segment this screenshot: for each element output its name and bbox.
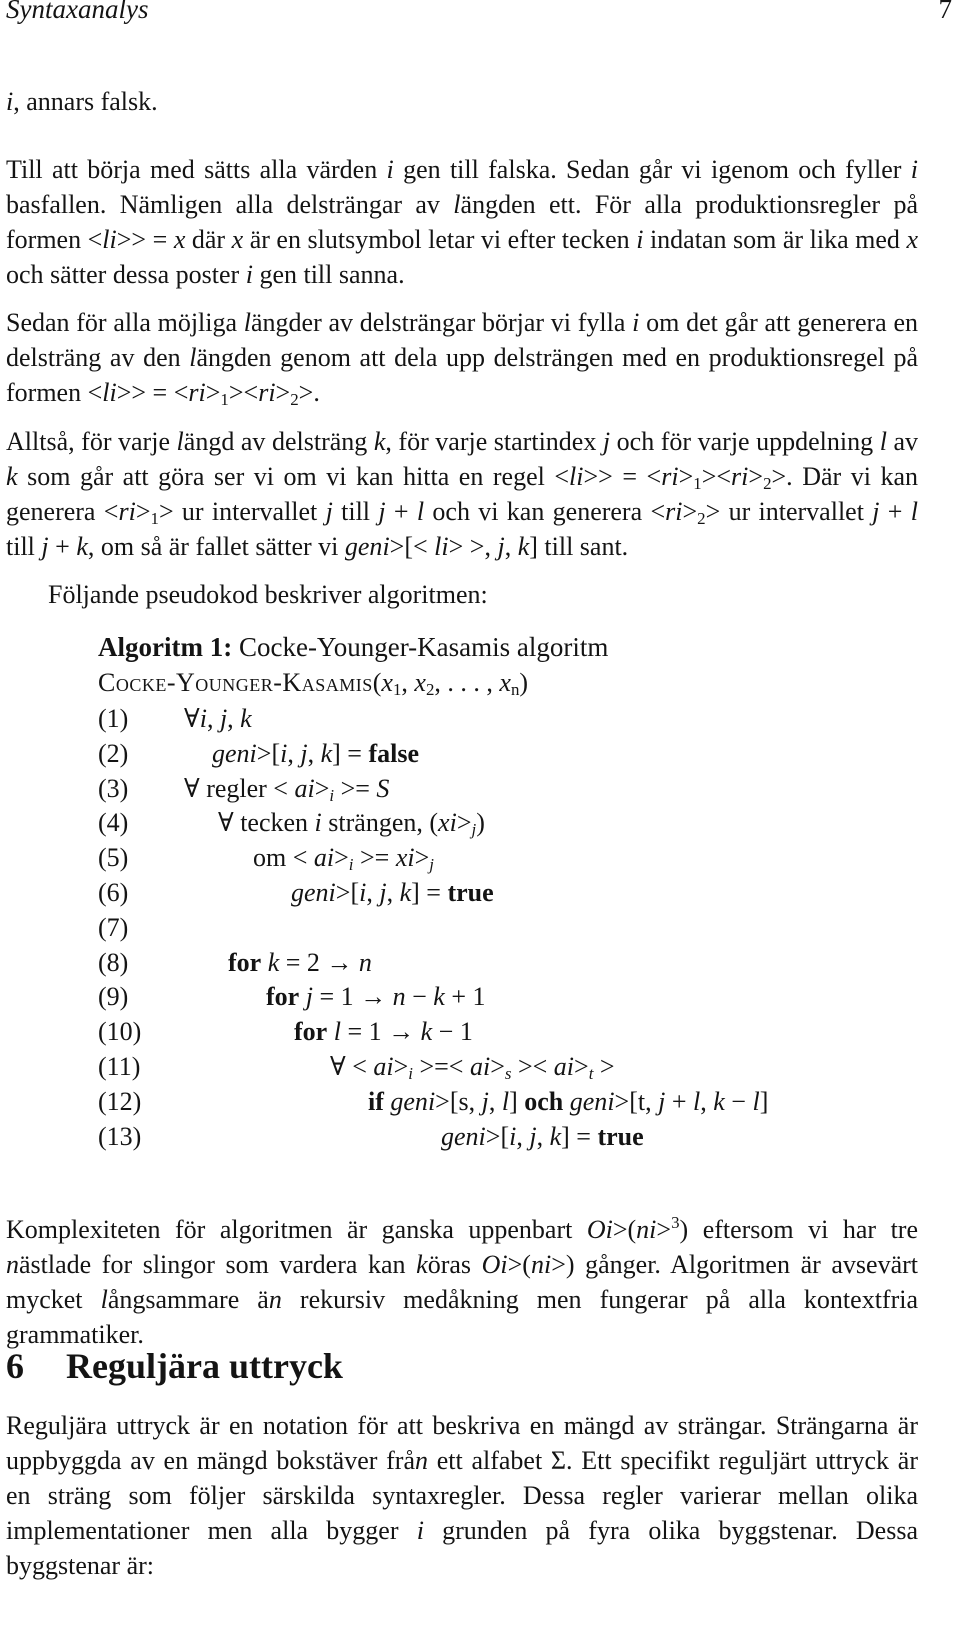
- algorithm-line-code: for j = 1 → n − k + 1: [266, 982, 486, 1012]
- algorithm-line-number: (9): [98, 982, 129, 1012]
- page-number: 7: [938, 0, 952, 24]
- algorithm-line-code: ∀i, j, k: [184, 704, 252, 733]
- paragraph-continuation: i, annars falsk.: [6, 87, 158, 116]
- algorithm-line-code: geni>[i, j, k] = true: [441, 1121, 644, 1151]
- section-heading: [6, 1345, 343, 1387]
- algorithm-line: [98, 737, 858, 772]
- algorithm-line-number: (8): [98, 947, 129, 977]
- algorithm-line-number: (7): [98, 912, 129, 942]
- algorithm-line-code: for k = 2 → n: [228, 947, 372, 977]
- paragraph-initialization: Till att börja med sätts alla värden i gen till falska. Sedan går vi igenom och fyller i basfallen. Nämligen alla delsträngar av längden ett. För alla produktionsregler på formen <li>> = x där x är en slutsymbol letar vi efter tecken i indatan som är lika med x och sätter dessa poster i gen till sanna.: [6, 155, 918, 289]
- section-number: 6: [6, 1346, 24, 1386]
- algorithm-line: [98, 980, 858, 1015]
- algorithm-line-number: (12): [98, 1086, 142, 1116]
- paragraph-complexity: Komplexiteten för algoritmen är ganska uppenbart Oi>(ni>$^3$) eftersom vi har tre nästlade for slingor som vardera kan köras Oi>(ni>) gånger. Algoritmen är avsevärt mycket långsammare än rekursiv medåkning men fungerar på alla kontextfria grammatiker.: [6, 1212, 918, 1349]
- algorithm-label: Algoritm 1:: [98, 632, 233, 662]
- algorithm-line: [98, 772, 858, 807]
- algorithm-line-code: geni>[i, j, k] = true: [291, 877, 494, 907]
- algorithm-line: [98, 911, 858, 946]
- algorithm-line-code: geni>[i, j, k] = false: [212, 738, 419, 768]
- algorithm-line-number: (5): [98, 843, 129, 873]
- running-header: [6, 0, 952, 28]
- algorithm-line: [98, 876, 858, 911]
- algorithm-line: [98, 1050, 858, 1085]
- algorithm-title: [98, 632, 608, 663]
- algorithm-line: [98, 1015, 858, 1050]
- section-title: Reguljära uttryck: [66, 1346, 343, 1386]
- algorithm-line: [98, 806, 858, 841]
- algorithm-line-number: (13): [98, 1121, 142, 1151]
- algorithm-line-code: for l = 1 → k − 1: [294, 1017, 473, 1047]
- paragraph-splitting: Alltså, för varje längd av delsträng k, för varje startindex j och för varje uppdelning l av k som går att göra ser vi om vi kan hitta en regel $<li>> = <ri>_1><ri>_2>$. Där vi kan generera $<ri>_1>$ ur intervallet j till j + l och vi kan generera $<ri>_2>$ ur intervallet j + l till j + k, om så är fallet sätter vi geni>[< li> >, j, k] till sant.: [6, 427, 919, 561]
- algorithm-line-number: (6): [98, 877, 129, 907]
- paragraph-lengths: Sedan för alla möjliga längder av delsträngar börjar vi fylla i om det går att generera en delsträng av den längden genom att dela upp delsträngen med en produktionsregel på formen $<li>> = <ri>_1><ri>_2>$.: [6, 308, 918, 410]
- algorithm-line-code: if geni>[s, j, l] och geni>[t, j + l, k − l]: [368, 1086, 769, 1116]
- paragraph-pseudocode-intro: Följande pseudokod beskriver algoritmen:: [48, 580, 488, 609]
- algorithm-line-number: (1): [98, 704, 129, 733]
- algorithm-line-code: om < $ai>_i >= xi>_j$: [253, 843, 434, 875]
- paragraph-regex-intro: Reguljära uttryck är en notation för att beskriva en mängd av strängar. Strängarna är uppbyggda av en mängd bokstäver från ett alfabet Σ. Ett specifikt reguljärt uttryck är en sträng som följer särskilda syntaxregler. Dessa regler varierar mellan olika implementationer men alla bygger i grunden på fyra olika byggstenar. Dessa byggstenar är:: [6, 1411, 918, 1580]
- algorithm-lines: [98, 702, 858, 1154]
- algorithm-name: Cocke-Younger-Kasamis algoritm: [238, 632, 609, 662]
- algorithm-line-number: (10): [98, 1017, 142, 1047]
- running-title: Syntaxanalys: [6, 0, 149, 24]
- algorithm-line-number: (11): [98, 1051, 141, 1081]
- algorithm-line-code: ∀ tecken i strängen, $(xi>_j)$: [218, 808, 485, 840]
- algorithm-line: [98, 841, 858, 876]
- algorithm-line: [98, 1085, 858, 1120]
- algorithm-line-number: (4): [98, 808, 129, 838]
- algorithm-line-number: (3): [98, 773, 129, 803]
- algorithm-line: [98, 702, 858, 737]
- algorithm-line-code: ∀ < $ai>_i$ >=< $ai>_s >< ai>_t$ >: [330, 1051, 615, 1084]
- algorithm-line: [98, 946, 858, 981]
- algorithm-line-number: (2): [98, 738, 129, 768]
- algorithm-signature: Cocke-$Younger-Kasamis(x_1$, $x_2$, . . . , $x_n$): [98, 668, 529, 700]
- algorithm-line-code: ∀ regler < $ai>_i >= S$: [184, 773, 390, 805]
- algorithm-line: [98, 1120, 858, 1155]
